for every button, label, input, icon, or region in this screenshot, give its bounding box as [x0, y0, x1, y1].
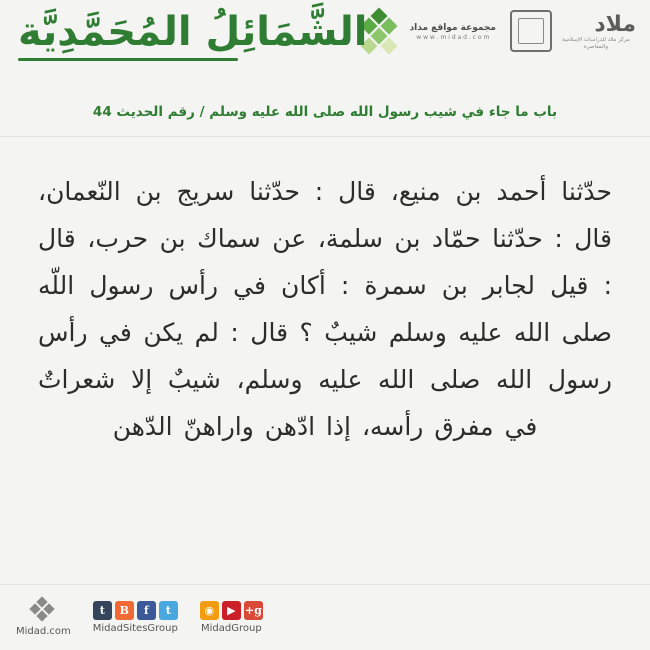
chapter-subtitle: باب ما جاء في شيب رسول الله صلى الله عليه وسلم / رقم الحديث 44: [92, 104, 558, 120]
footer-site-logo[interactable]: [16, 598, 71, 637]
midad-logo-title: مجموعة مواقع مداد: [409, 22, 496, 33]
milad-logo-word: ملاد: [594, 11, 636, 37]
social-icons-row-1: [93, 601, 178, 620]
hadith-text: حدّثنا أحمد بن منيع، قال : حدّثنا سريج بن النّعمان، قال : حدّثنا حمّاد بن سلمة، عن سماك بن حرب، قال : قيل لجابر بن سمرة : أكان في رأس رسول اللّه صلى الله عليه وسلم شيبٌ ؟ قال : لم يكن في رأس رسول الله صلى الله عليه وسلم، شيبٌ إلا شعراتٌ في مفرق رأسه، إذا ادّهن واراهنّ الدّهن: [38, 177, 612, 441]
midad-logo-text: [410, 23, 496, 42]
social-icons-row-2: [200, 601, 263, 620]
milad-logo[interactable]: [510, 10, 636, 52]
social-group-sites: [93, 601, 178, 634]
midad-logo[interactable]: [359, 10, 496, 54]
header-divider: [0, 136, 650, 137]
googleplus-icon[interactable]: g+: [244, 601, 263, 620]
youtube-icon[interactable]: ▶: [222, 601, 241, 620]
social-group-midad: [200, 601, 263, 634]
footer: [0, 584, 650, 650]
milad-logo-text: [556, 12, 636, 51]
logo-group: [359, 10, 636, 54]
footer-site-label: Midad.com: [16, 626, 71, 637]
blogger-icon[interactable]: B: [115, 601, 134, 620]
rss-icon[interactable]: ◉: [200, 601, 219, 620]
facebook-icon[interactable]: f: [137, 601, 156, 620]
social-group-midad-label: MidadGroup: [201, 623, 262, 634]
social-group-sites-label: MidadSitesGroup: [92, 623, 178, 634]
page-title: الشَّمَائِلُ المُحَمَّدِيَّة: [18, 9, 368, 55]
title-underline: [18, 58, 238, 61]
header: [0, 0, 650, 96]
milad-badge-icon: [510, 10, 552, 52]
twitter-icon[interactable]: t: [159, 601, 178, 620]
midad-logo-url: w w w . m i d a d . c o m: [416, 33, 490, 41]
tumblr-icon[interactable]: t: [93, 601, 112, 620]
milad-logo-caption: مركز ملاد للدراسات الإسلامية والمعاصرة: [562, 36, 630, 50]
midad-mosaic-small-icon: [29, 598, 57, 624]
